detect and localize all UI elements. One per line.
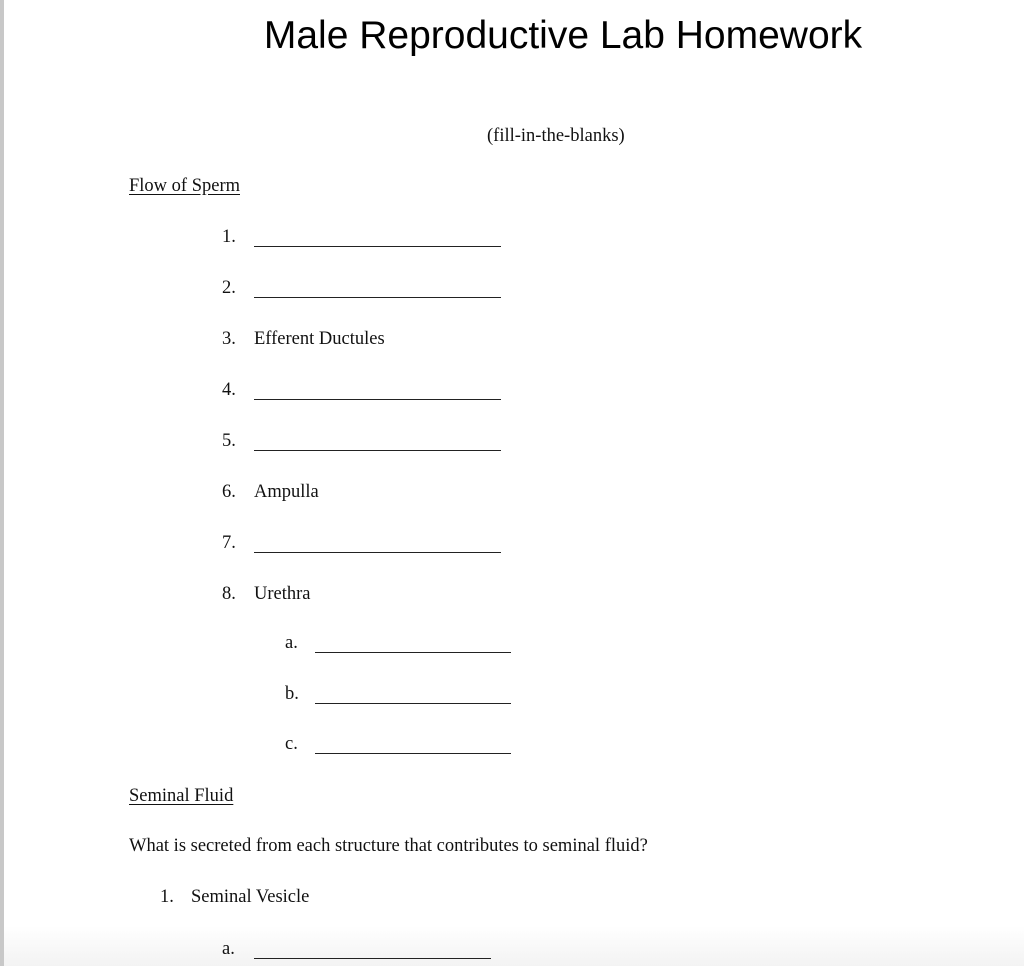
flow-item-answer: Urethra: [254, 584, 311, 604]
flow-item-number: 8.: [222, 584, 236, 604]
urethra-subitem-number: b.: [285, 683, 299, 704]
window-edge: [0, 0, 4, 966]
flow-item-blank[interactable]: [254, 450, 501, 451]
flow-item-number: 1.: [222, 227, 236, 247]
fluid-subitem-number: a.: [222, 939, 235, 959]
fluid-item-number: 1.: [160, 887, 174, 907]
flow-item-number: 7.: [222, 533, 236, 553]
subtitle: (fill-in-the-blanks): [487, 126, 625, 146]
urethra-subitem-number: c.: [285, 734, 298, 754]
flow-item-blank[interactable]: [254, 297, 501, 298]
flow-item-number: 2.: [222, 278, 236, 298]
urethra-subitem-blank[interactable]: [315, 703, 511, 704]
section-heading-flow: Flow of Sperm: [129, 176, 240, 196]
flow-item-answer: Efferent Ductules: [254, 329, 385, 349]
section-heading-fluid: Seminal Fluid: [129, 786, 234, 806]
urethra-subitem-number: a.: [285, 633, 298, 653]
urethra-subitem-blank[interactable]: [315, 652, 511, 653]
fluid-item-label: Seminal Vesicle: [191, 887, 310, 907]
flow-item-number: 3.: [222, 329, 236, 349]
flow-item-answer: Ampulla: [254, 482, 319, 502]
flow-item-number: 5.: [222, 431, 236, 451]
page-title: Male Reproductive Lab Homework: [263, 14, 863, 57]
flow-item-blank[interactable]: [254, 246, 501, 247]
flow-item-blank[interactable]: [254, 399, 501, 400]
page-bottom-shadow: [4, 926, 1024, 966]
flow-item-number: 6.: [222, 482, 236, 502]
question-text: What is secreted from each structure that contributes to seminal fluid?: [129, 836, 648, 856]
urethra-subitem-blank[interactable]: [315, 753, 511, 754]
flow-item-blank[interactable]: [254, 552, 501, 553]
flow-item-number: 4.: [222, 380, 236, 400]
fluid-subitem-blank[interactable]: [254, 958, 491, 959]
